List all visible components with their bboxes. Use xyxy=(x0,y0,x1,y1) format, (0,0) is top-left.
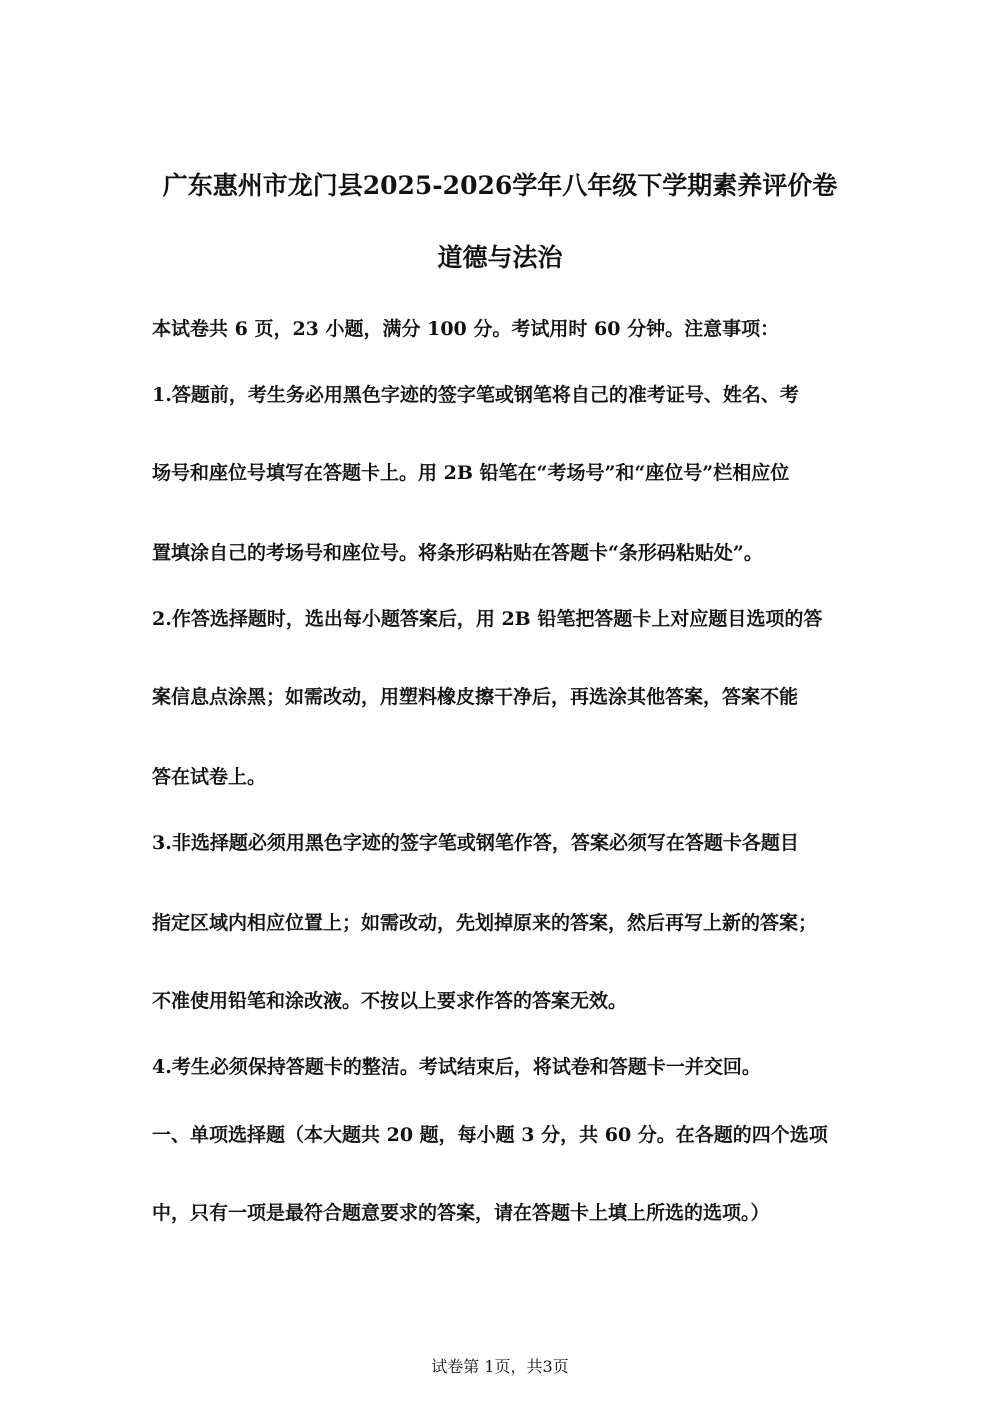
note-line: 答在试卷上。 xyxy=(152,766,267,788)
note-line: 4.考生必须保持答题卡的整洁。考试结束后，将试卷和答题卡一并交回。 xyxy=(152,1056,761,1078)
note-line: 3.非选择题必须用黑色字迹的签字笔或钢笔作答，答案必须写在答题卡各题目 xyxy=(152,832,799,854)
note-line: 不准使用铅笔和涂改液。不按以上要求作答的答案无效。 xyxy=(152,990,628,1012)
section-heading: 中，只有一项是最符合题意要求的答案，请在答题卡上填上所选的选项。） xyxy=(152,1202,770,1224)
note-line: 指定区域内相应位置上；如需改动，先划掉原来的答案，然后再写上新的答案； xyxy=(152,912,818,934)
subject-title: 道德与法治 xyxy=(437,243,563,272)
exam-intro: 本试卷共 6 页，23 小题，满分 100 分。考试用时 60 分钟。注意事项： xyxy=(152,318,780,340)
note-line: 2.作答选择题时，选出每小题答案后，用 2B 铅笔把答题卡上对应题目选项的答 xyxy=(152,608,823,630)
note-line: 1.答题前，考生务必用黑色字迹的签字笔或钢笔将自己的准考证号、姓名、考 xyxy=(152,384,799,406)
note-line: 场号和座位号填写在答题卡上。用 2B 铅笔在“考场号”和“座位号”栏相应位 xyxy=(152,462,790,484)
page-footer: 试卷第 1页，共3页 xyxy=(431,1357,569,1376)
note-line: 案信息点涂黑；如需改动，用塑料橡皮擦干净后，再选涂其他答案，答案不能 xyxy=(152,686,799,708)
exam-title: 广东惠州市龙门县2025-2026学年八年级下学期素养评价卷 xyxy=(162,171,838,200)
section-heading: 一、单项选择题（本大题共 20 题，每小题 3 分，共 60 分。在各题的四个选项 xyxy=(152,1124,828,1146)
note-line: 置填涂自己的考场号和座位号。将条形码粘贴在答题卡“条形码粘贴处”。 xyxy=(152,542,763,564)
